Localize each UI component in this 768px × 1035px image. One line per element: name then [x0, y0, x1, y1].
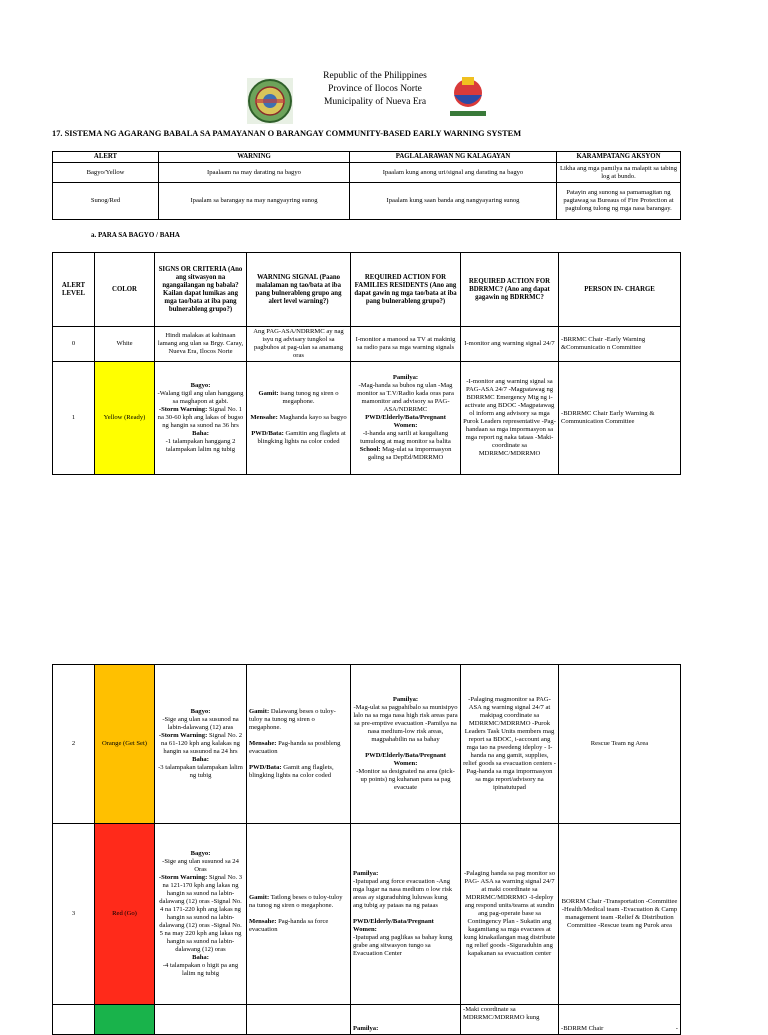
alert-cell: Sunog/Red: [53, 183, 159, 220]
alert-level: 3: [53, 824, 95, 1005]
text: -Sige ang ulan susunod sa 24 Oras: [162, 858, 239, 873]
label-pwd-bata: PWD/Bata:: [249, 764, 282, 771]
label-mensahe: Mensahe:: [249, 740, 277, 747]
table-row: [53, 183, 681, 220]
signs-cell: [155, 824, 247, 1005]
header-bdrrmc-action: REQUIRED ACTION FOR BDRRMC? (Ano ang dapat gagawin ng BDRRMC?: [461, 253, 559, 327]
text: Maghanda kayo sa bagyo: [279, 414, 347, 421]
nueva-era-seal: [247, 78, 293, 124]
color-orange: Orange (Get Set): [95, 665, 155, 824]
header-paglalarawan: PAGLALARAWAN NG KALAGAYAN: [350, 152, 557, 163]
label-bagyo: Bagyo:: [190, 850, 211, 857]
label-bagyo: Bagyo:: [190, 382, 211, 389]
bdrrmc-cell: -Palaging handa sa pag monitor so PAG- ASA sa warning signal 24/7 at maki coordinate sa MDRRMC/MDRRMO -I-deploy ang respond units/teams at sundin ang pag-operate base sa Contingency Plan - Sukatin ang kagamitang sa mga evacuees at kung kinakailangan mag distribute ng relief goods -Siguraduhin ang kapakanan sa evacuation center: [461, 824, 559, 1005]
color-red: Red (Go): [95, 824, 155, 1005]
alert-level: [53, 1005, 95, 1035]
label-pwd-elderly: PWD/Elderly/Bata/Pregnant Women:: [353, 918, 434, 933]
header-alert-level: ALERT LEVEL: [53, 253, 95, 327]
header-color: COLOR: [95, 253, 155, 327]
signs-cell: [155, 1005, 247, 1035]
warning-cell: Ipaalaam na may darating na bagyo: [159, 163, 350, 183]
label-bagyo: Bagyo:: [190, 708, 211, 715]
description-cell: Ipaalam kung saan banda ang nangyayaring sunog: [350, 183, 557, 220]
bdrrmc-cell: -I-monitor ang warning signal sa PAG-ASA 24/7 -Magpatawag ng BDRRMC Emergency Mtg ng i-activate ang BDOC -Magpatawag ol inform ang advisory sa mga Purok Leaders representative -Pag-handaan sa mga impormasyon sa mga report ng naka tataas -Maki-coordinate sa MDRRMC/MDRRMO: [461, 362, 559, 475]
label-gamit: Gamit:: [249, 894, 270, 901]
label-gamit: Gamit:: [258, 390, 279, 397]
table-row: [53, 327, 681, 362]
label-storm-warning: -Storm Warning:: [158, 874, 208, 881]
label-pamilya: Pamilya:: [392, 696, 419, 703]
warning-cell: [247, 362, 351, 475]
text: -I-handa ang sarili at kaugaliang tumulong at mag monitor sa balita: [360, 430, 451, 445]
label-mensahe: Mensahe:: [249, 918, 277, 925]
person-cell: -BRRMC Chair -Early Warning &Communicatio n Committee: [559, 327, 681, 362]
text: Tatlong beses o tuloy-tuloy na tunog ng siren o megaphone.: [249, 894, 343, 909]
bdrrmc-cell: -Maki coordinate sa MDRRMC/MDRRMO kung: [461, 1005, 559, 1035]
signs-cell: [155, 665, 247, 824]
families-cell: [351, 665, 461, 824]
text: Signal No. 1 na 30-60 kph ang lakas of bugso ng hangin sa sunod na 36 hrs: [157, 406, 244, 429]
person-end: -: [675, 1025, 678, 1032]
label-storm-warning: -Storm Warning:: [158, 732, 208, 739]
signs-cell: Hindi malakas at kahinaan lamang ang ulan sa Brgy. Caray, Nueva Era, Ilocos Norte: [155, 327, 247, 362]
text: -Ipatupad ang paglikas sa bahay kung grabe ang sitwasyon tungo sa Evacuation Center: [353, 934, 453, 957]
bagyo-baha-table-continued: [52, 664, 681, 1035]
action-cell: Likha ang mga pamilya na malapit sa tabing log at bundo.: [557, 163, 681, 183]
header-signs: SIGNS OR CRITERIA (Ano ang sitwasyon na ngangailangan ng babala? Kailan dapat lumikas ang mga tao/bata at iba pang bulnerableng grupo?): [155, 253, 247, 327]
text: -4 talampakan o higit pa ang lalim ng tubig: [162, 962, 239, 977]
bdrrmc-cell: -Palaging magmonitor sa PAG-ASA ng warning signal 24/7 at makipag coordinate sa MDRRMC/MDRRMO -Purok Leaders Task Units members mag report sa BDOC, i-account ang mga tao na pwedeng ideploy - I-handa na ang gamit, supplies, relief goods sa evacuation centers - Pag-handa sa mga impormasyon sa mga report/advisory na ipinatutupad: [461, 665, 559, 824]
text: -Mag-handa sa buhos ng ulan -Mag monitor sa T.V/Radio kada oras para mamonitor and advisory sa PAG-ASA/NDRRMC: [357, 382, 454, 413]
description-cell: Ipaalam kung anong uri/signal ang darating na bagyo: [350, 163, 557, 183]
header-warning-signal: WARNING SIGNAL (Paano malalaman ng tao/bata at iba pang bulnerableng grupo ang alert level warning?): [247, 253, 351, 327]
text: Signal No. 2 na 61-120 kph ang kalakas ng hangin sa susunod na 24 hrs: [161, 732, 243, 755]
families-cell: [351, 824, 461, 1005]
warning-cell: [247, 665, 351, 824]
alert-level: 2: [53, 665, 95, 824]
header-families-action: REQUIRED ACTION FOR FAMILIES RESIDENTS (Ano ang dapat gawin ng mga tao/bata at iba pang bulnerableng grupo?): [351, 253, 461, 327]
text: -Mag-ulat sa pagpahibalo sa munisipyo lalo na sa mga nasa high risk areas para sa pre-emptive evacuation -Pamilya na nasa medium-low risk areas, magpahabilin na sa bahay: [353, 704, 458, 743]
text: Gamitin ang flaglets at blingking lights na color coded: [257, 430, 346, 445]
table-row: [53, 665, 681, 824]
action-cell: Patayin ang sunong sa pamamagitan ng pagtawag sa Bureaus of Fire Protection at pagtulong tulong ng mga nasa barangay.: [557, 183, 681, 220]
person-cell: -BDRRMC Chair Early Warning & Communication Committee: [559, 362, 681, 475]
text: Mag-ulat sa impormasyon galing sa DepEd/MDRRMO: [367, 446, 452, 461]
label-gamit: Gamit:: [249, 708, 270, 715]
sub-title: a. PARA SA BAGYO / BAHA: [91, 231, 180, 239]
alert-summary-table: [52, 151, 681, 220]
alert-level: 0: [53, 327, 95, 362]
label-storm-warning: -Storm Warning:: [158, 406, 208, 413]
header-line-2: Province of Ilocos Norte: [328, 84, 422, 94]
bdrrmc-cell: I-monitor ang warning signal 24/7: [461, 327, 559, 362]
text: Pag-handa sa force evacuation: [249, 918, 329, 933]
header-karampatang-aksyon: KARAMPATANG AKSYON: [557, 152, 681, 163]
families-cell: [351, 1005, 461, 1035]
bagyo-baha-table: [52, 252, 681, 475]
text: -1 talampakan hanggang 2 talampakan lalim ng tubig: [165, 438, 236, 453]
table-row: [53, 1005, 681, 1035]
table-row: [53, 163, 681, 183]
header-line-1: Republic of the Philippines: [323, 71, 427, 81]
warning-cell: Ipaalam sa barangay na may nangyayring sunog: [159, 183, 350, 220]
person-cell: BORRM Chair -Transportation -Committee -Health/Medical team -Evacuation & Camp management team -Relief & Distribution Committee -Rescue team ng Purok area: [559, 824, 681, 1005]
color-white: White: [95, 327, 155, 362]
text: -Monitor sa designated na area (pick-up points) ng kuhanan para sa pag evacuate: [356, 768, 455, 791]
color-yellow: Yellow (Ready): [95, 362, 155, 475]
document-header: [300, 70, 450, 109]
color-green: [95, 1005, 155, 1035]
warning-cell: [247, 1005, 351, 1035]
header-person-in-charge: PERSON IN- CHARGE: [559, 253, 681, 327]
text: Dalawang beses o tuloy-tuloy na tunog ng siren o megaphone.: [249, 708, 336, 731]
alert-cell: Bagyo/Yellow: [53, 163, 159, 183]
warning-cell: Ang PAG-ASA/NDRRMC ay nag isyu ng advisary tungkol sa pagbuhos at pag-ulan sa anamang oras: [247, 327, 351, 362]
warning-cell: [247, 824, 351, 1005]
label-pwd-elderly: PWD/Elderly/Bata/Pregnant Women:: [365, 414, 446, 429]
person-cell: Rescue Team ng Area: [559, 665, 681, 824]
header-line-3: Municipality of Nueva Era: [323, 97, 427, 107]
text: -Sige ang ulan sa susunod na labin-dalawang (12) aras: [162, 716, 239, 731]
label-baha: Baha:: [192, 756, 209, 763]
section-title: 17. SISTEMA NG AGARANG BABALA SA PAMAYANAN O BARANGAY COMMUNITY-BASED EARLY WARNING SYSTEM: [52, 129, 522, 138]
table-row: [53, 824, 681, 1005]
label-pwd-bata: PWD/Bata:: [251, 430, 284, 437]
signs-cell: [155, 362, 247, 475]
drrm-logo: [442, 73, 494, 121]
text: Pag-handa sa posibleng evacuation: [249, 740, 341, 755]
text: isang tunog ng siren o megaphone.: [280, 390, 339, 405]
person-cell: [559, 1005, 681, 1035]
label-baha: Baha:: [192, 430, 209, 437]
text: -Walang tigil ang ulan hanggang sa maghapon at gabi.: [157, 390, 244, 405]
alert-level: 1: [53, 362, 95, 475]
label-pamilya: Pamilya:: [392, 374, 419, 381]
table-row: [53, 362, 681, 475]
text: -Ipatupad ang force evacuation -Ang mga lugar na nasa medium o low risk areas ay siguraduhing luluwas kung ang tubig ay pataas na ng pataas: [353, 878, 453, 909]
text: Gamit ang flaglets, blingking lights na color coded: [249, 764, 334, 779]
header-alert: ALERT: [53, 152, 159, 163]
families-cell: [351, 362, 461, 475]
label-pamilya: Pamilya:: [353, 1025, 379, 1032]
person-text: -BDRRM Chair: [561, 1025, 604, 1032]
families-cell: I-monitor a manood sa TV at makinig sa radio para sa mga warning signals: [351, 327, 461, 362]
text: -3 talampakan talampakan lalim ng tubig: [158, 764, 243, 779]
label-pwd-elderly: PWD/Elderly/Bata/Pregnant Women:: [365, 752, 446, 767]
label-pamilya: Pamilya:: [353, 870, 379, 877]
header-warning: WARNING: [159, 152, 350, 163]
label-baha: Baha:: [192, 954, 209, 961]
label-mensahe: Mensahe:: [250, 414, 278, 421]
label-school: School:: [359, 446, 381, 453]
text: Signal No. 3 na 121-170 kph ang lakas ng hangin sa sunod na labin-dalawang (12) oras -Signal No. 4 na 171-220 kph ang lakas ng hangin sa sunod na labin- dalawang (12) oras -Signal No. 5 na may 220 kph ang lakas ng hangin sa sunod na labin- dalawang (12) oras: [159, 874, 243, 953]
